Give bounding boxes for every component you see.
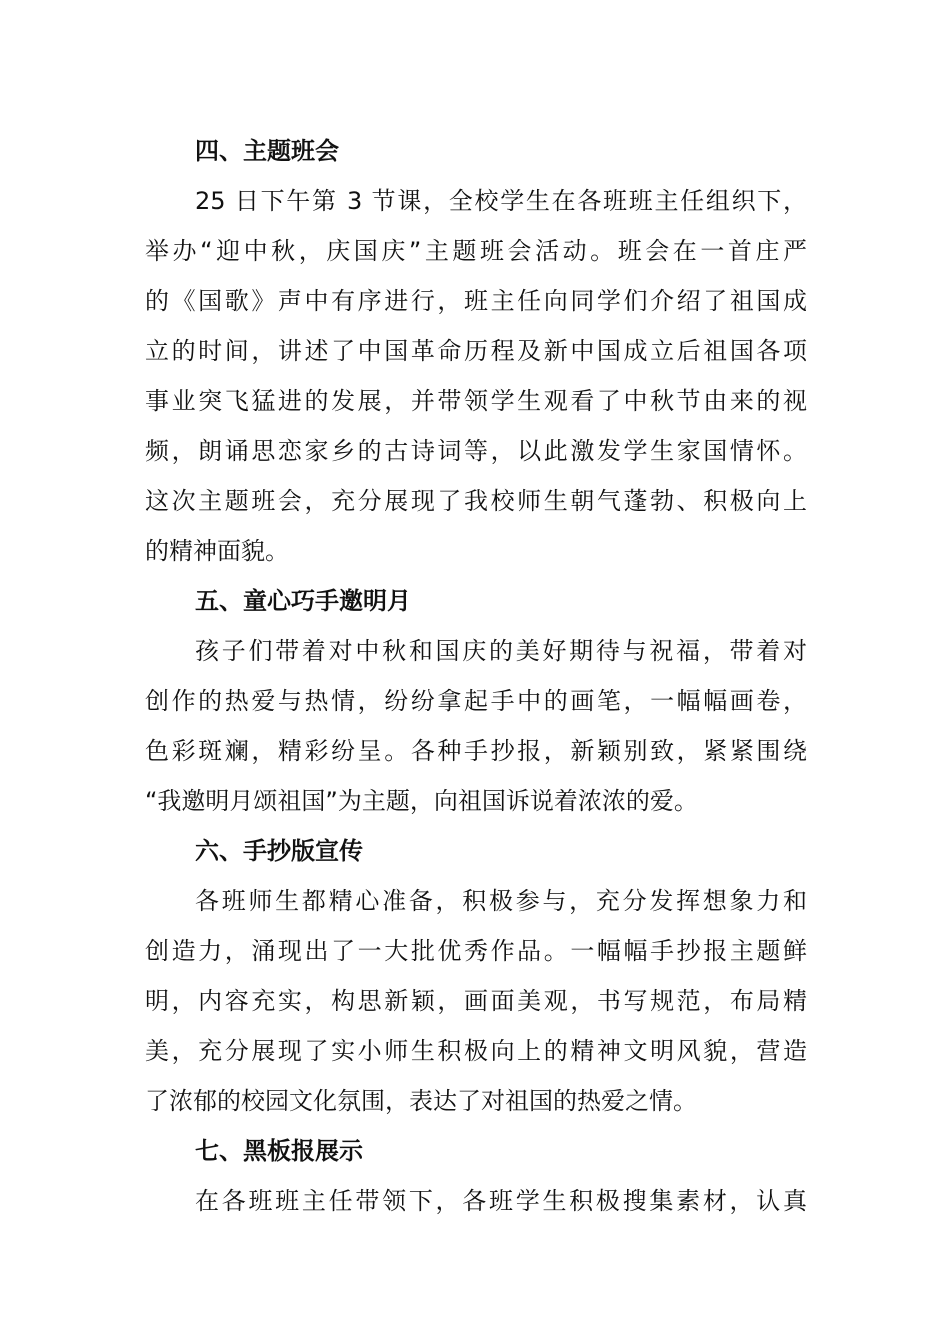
paragraph-line: “我邀明月颂祖国”为主题，向祖国诉说着浓浓的爱。	[145, 787, 698, 815]
paragraph-line: 的《国歌》声中有序进行，班主任向同学们介绍了祖国成	[145, 287, 807, 315]
section-heading-7: 七、黑板报展示	[195, 1137, 363, 1165]
paragraph-line: 举办“迎中秋，庆国庆”主题班会活动。班会在一首庄严	[145, 237, 807, 265]
paragraph-line: 明，内容充实，构思新颖，画面美观，书写规范，布局精	[145, 987, 807, 1015]
section-heading-5: 五、童心巧手邀明月	[195, 587, 411, 615]
paragraph-line: 在各班班主任带领下，各班学生积极搜集素材，认真	[195, 1187, 807, 1215]
paragraph-line: 美，充分展现了实小师生积极向上的精神文明风貌，营造	[145, 1037, 807, 1065]
paragraph-line: 各班师生都精心准备，积极参与，充分发挥想象力和	[195, 887, 807, 915]
paragraph-line: 创造力，涌现出了一大批优秀作品。一幅幅手抄报主题鲜	[145, 937, 807, 965]
paragraph-line: 色彩斑斓，精彩纷呈。各种手抄报，新颖别致，紧紧围绕	[145, 737, 807, 765]
paragraph-line: 事业突飞猛进的发展，并带领学生观看了中秋节由来的视	[145, 387, 807, 415]
section-heading-6: 六、手抄版宣传	[195, 837, 363, 865]
paragraph-line: 的精神面貌。	[145, 537, 289, 565]
paragraph-line: 了浓郁的校园文化氛围，表达了对祖国的热爱之情。	[145, 1087, 697, 1115]
paragraph-line: 创作的热爱与热情，纷纷拿起手中的画笔，一幅幅画卷，	[145, 687, 807, 715]
paragraph-line: 25 日下午第 3 节课，全校学生在各班班主任组织下，	[195, 187, 807, 215]
section-heading-4: 四、主题班会	[195, 137, 339, 165]
paragraph-line: 这次主题班会，充分展现了我校师生朝气蓬勃、积极向上	[145, 487, 807, 515]
paragraph-line: 频，朗诵思恋家乡的古诗词等，以此激发学生家国情怀。	[145, 437, 807, 465]
paragraph-line: 立的时间，讲述了中国革命历程及新中国成立后祖国各项	[145, 337, 807, 365]
document-page	[145, 126, 807, 1226]
paragraph-line: 孩子们带着对中秋和国庆的美好期待与祝福，带着对	[195, 637, 807, 665]
